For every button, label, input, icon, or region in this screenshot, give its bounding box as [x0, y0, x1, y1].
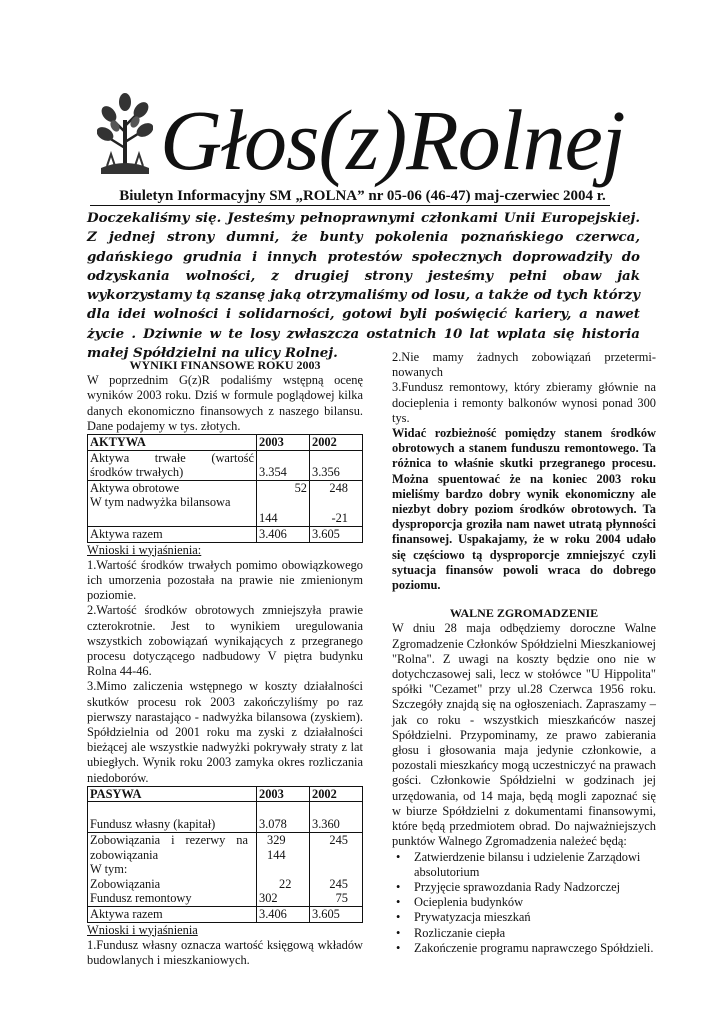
table-cell: 3.605: [310, 526, 363, 542]
table-cell-line: 22: [279, 876, 292, 891]
list-item-text: Zakończenie programu naprawczego Spółdzieli.: [414, 940, 654, 955]
table-cell: Aktywa razem: [88, 526, 257, 542]
bullet-icon: •: [396, 940, 401, 955]
list-item-text: Ocieplenia budynków: [414, 895, 524, 910]
table-cell: Fundusz własny (kapitał): [88, 802, 257, 833]
table-cell-line: 52: [294, 480, 307, 495]
note-paragraph: 1.Wartość środków trwałych pomimo obowiązkowego ich umorzenia pozostała na prawie nie zmienionym poziomie.: [87, 557, 363, 603]
masthead-divider: [90, 205, 610, 206]
table-row: [88, 526, 363, 542]
table-cell-line: 144: [259, 511, 278, 526]
table-cell: [257, 480, 310, 526]
table-header-row: [88, 435, 363, 451]
notes-heading: Wnioski i wyjaśnienia: [87, 922, 198, 937]
note-paragraph: 1.Fundusz własny oznacza wartość księgową wkładów budowlanych i mieszkaniowych.: [87, 937, 363, 967]
assets-table: [87, 434, 363, 543]
notes-heading: Wnioski i wyjaśnienia:: [87, 542, 202, 557]
table-cell: [310, 833, 363, 907]
summary-paragraph: Widać rozbieżność pomiędzy stanem środków obrotowych a stanem funduszu remontowego. Ta różnica to właśnie skutki przegranego procesu. Można spuentować że na koniec 2003 roku mieliśmy bardzo dobry wynik ekonomiczny ale niezbyt dobry poziom środków obrotowych. Ta dysproporcja groziła nam nawet utratą płynności finansowej. Uspakajamy, że w roku 2004 udało się częściowo tą dysproporcje zmniejszyć czyli sytuacja finansów powoli wraca do dobrego poziomu.: [392, 426, 656, 593]
bullet-icon: •: [396, 925, 401, 940]
meeting-paragraph: W dniu 28 maja odbędziemy doroczne Walne Zgromadzenie Członków Spółdzielni Mieszkaniowej "Rolna". Z uwagi na koszty będzie ono nie w dotychczasowej sali, lecz w stołówce "U Hippolita" spółki "Cezamet" przy ul.28 Czerwca 1956 roku. Szczegóły znajdą się na ogłoszeniach. Zapraszamy – jak co roku - wszystkich mieszkańców naszej Spółdzielni. Przypominamy, ze prawo zabierania głosu i głosowania maja jedynie członkowie, a pozostali mieszkańcy mogą uczestniczyć na prawach gości. Członkowie Spółdzielni w godzinach jej urzędowania, od 14 maja, będą mogli zapoznać się w biurze Spółdzielni z dokumentami finansowymi, które będą przedmiotem obrad. Do najważniejszych punktów Walnego Zgromadzenia należeć będą:: [392, 621, 656, 849]
list-item: [396, 910, 656, 925]
table-cell-line: 245: [329, 876, 348, 891]
newsletter-subtitle: Biuletyn Informacyjny SM „ROLNA” nr 05-06 (46-47) maj-czerwiec 2004 r.: [119, 188, 606, 204]
table-cell: 3.078: [257, 802, 310, 833]
intro-paragraph: Doczekaliśmy się. Jesteśmy pełnoprawnymi członkami Unii Europejskiej. Z jednej strony dumni, że bunty pokolenia poznańskiego czerwca, gdańskiego grudnia i innych protestów społecznych doprowadziły do odzyskania wolności, z drugiej strony jesteśmy pełni obaw jak wykorzystamy tą szansę jaką otrzymaliśmy od losu, a także od tych którzy dla idei wolności i solidarności, gotowi byli poświęcić kariery, a nawet życie . Dziwnie w te losy zwłaszcza ostatnich 10 lat wplata się historia małej Spółdzielni na ulicy Rolnej.: [87, 210, 640, 362]
table-cell: 3.605: [310, 906, 363, 922]
table-cell-line: 245: [329, 833, 348, 848]
table-cell-line: -21: [331, 511, 348, 526]
table-cell: 3.406: [257, 526, 310, 542]
table-cell: PASYWA: [88, 786, 257, 802]
bullet-icon: •: [396, 910, 401, 925]
table-cell-line: Fundusz remontowy: [90, 891, 192, 906]
table-cell-line: 329: [267, 833, 286, 848]
table-cell-line: W tym nadwyżka bilansowa: [90, 495, 231, 510]
table-header-row: [88, 786, 363, 802]
table-cell: Aktywa trwałe (wartość środków trwałych): [88, 450, 257, 480]
table-cell-line: 248: [329, 480, 348, 495]
table-cell-line: 144: [267, 847, 286, 862]
table-cell: Aktywa razem: [88, 906, 257, 922]
note-paragraph: 2.Wartość środków obrotowych zmniejszyła prawie czterokrotnie. Jest to wynikiem uregulowania wszystkich zobowiązań wynikających z przegranego procesu dotyczącego nadbudowy V piętra budynku Rolna 44-46.: [87, 603, 363, 679]
table-cell: 3.360: [310, 802, 363, 833]
note-paragraph: 3.Fundusz remontowy, który zbieramy głównie na docieplenia i remonty balkonów wynosi ponad 300 tys.: [392, 380, 656, 425]
table-cell: [88, 833, 257, 907]
meeting-agenda-list: [392, 850, 656, 956]
table-cell-line: 302: [259, 891, 278, 906]
note-paragraph: 2.Nie mamy żadnych zobowiązań przetermi-nowanych: [392, 350, 656, 380]
finance-intro: W poprzednim G(z)R podaliśmy wstępną ocenę wyników 2003 roku. Dziś w formule poglądowej kilka danych ekonomiczno finansowych z naszego bilansu. Dane podajemy w tys. złotych.: [87, 373, 363, 433]
table-row: [88, 833, 363, 907]
table-cell: 3.354: [257, 450, 310, 480]
list-item: [396, 895, 656, 910]
list-item: [396, 940, 656, 956]
note-paragraph: 3.Mimo zaliczenia wstępnego w koszty działalności skutków procesu rok 2003 zakończyliśmy po raz pierwszy narastająco - nadwyżka bilansowa (zyskiem). Spółdzielnia od 2001 roku ma zyski z działalności bieżącej ale wszystkie nadwyżki pokrywały straty z lat ubiegłych. Wynik roku 2003 zamyka okres rozliczania niedoborów.: [87, 679, 363, 785]
liabilities-table: [87, 786, 363, 923]
table-cell-line: 75: [335, 891, 348, 906]
table-cell: AKTYWA: [88, 435, 257, 451]
table-cell: 3.356: [310, 450, 363, 480]
meeting-heading: WALNE ZGROMADZENIE: [449, 606, 599, 621]
left-column: [87, 358, 363, 968]
bullet-icon: •: [396, 879, 401, 894]
list-item-text: Zatwierdzenie bilansu i udzielenie Zarządowi absolutorium: [414, 849, 641, 879]
table-cell: [257, 833, 310, 907]
table-cell-line: Zobowiązania i rezerwy na zobowiązania: [90, 833, 248, 862]
table-cell: [88, 480, 257, 526]
table-cell: 2002: [310, 435, 363, 451]
newsletter-title: Głos(z)Rolnej: [160, 92, 625, 188]
table-row: [88, 480, 363, 526]
list-item-text: Przyjęcie sprawozdania Rady Nadzorczej: [414, 879, 621, 894]
table-cell: [310, 480, 363, 526]
list-item: [396, 879, 656, 895]
bullet-icon: •: [396, 849, 401, 864]
table-cell-line: W tym:: [90, 862, 128, 877]
table-cell-line: Aktywa obrotowe: [90, 480, 180, 495]
right-column: [392, 350, 656, 956]
table-cell-line: Zobowiązania: [90, 876, 161, 891]
table-row: [88, 906, 363, 922]
list-item-text: Prywatyzacja mieszkań: [414, 910, 531, 925]
table-row: [88, 450, 363, 480]
table-cell: 2003: [257, 435, 310, 451]
table-cell: 2003: [257, 786, 310, 802]
table-row: [88, 802, 363, 833]
table-cell: 2002: [310, 786, 363, 802]
bullet-icon: •: [396, 895, 401, 910]
table-cell: 3.406: [257, 906, 310, 922]
tree-logo-icon: [97, 92, 153, 176]
finance-heading: WYNIKI FINANSOWE ROKU 2003: [129, 358, 321, 372]
list-item: [396, 849, 656, 880]
list-item: [396, 925, 656, 941]
list-item-text: Rozliczanie ciepła: [414, 925, 506, 940]
